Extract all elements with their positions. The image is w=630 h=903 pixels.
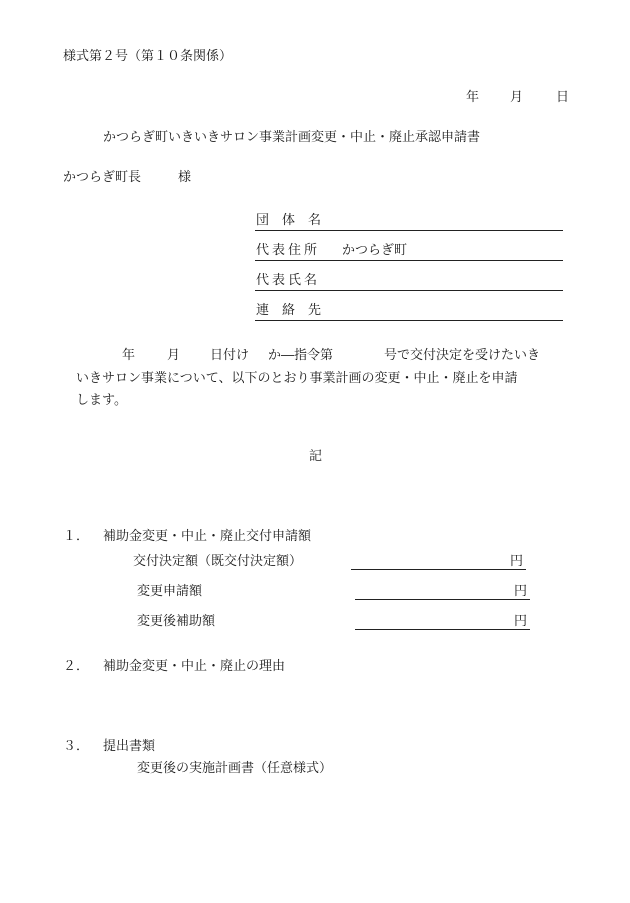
date-day: 日 — [556, 90, 570, 105]
amount-decided-line[interactable] — [351, 569, 526, 570]
date-month: 月 — [510, 90, 524, 105]
contact-line[interactable] — [255, 320, 563, 321]
section-3-number: ３． — [63, 739, 90, 754]
section-3-item: 変更後の実施計画書（任意様式） — [137, 761, 333, 776]
rep-name-line[interactable] — [255, 290, 563, 291]
addressee-name: かつらぎ町長 — [63, 170, 142, 185]
amount-after-change-label: 変更後補助額 — [137, 614, 216, 629]
section-1-title: 補助金変更・中止・廃止交付申請額 — [103, 529, 312, 544]
rep-address-value: かつらぎ町 — [342, 243, 408, 258]
body-year: 年 — [122, 348, 136, 363]
addressee-honorific: 様 — [178, 170, 192, 185]
body-line3: します。 — [76, 393, 127, 408]
section-1-number: １． — [63, 529, 90, 544]
form-number: 様式第２号（第１０条関係） — [63, 49, 233, 64]
body-day: 日付け — [210, 348, 250, 363]
section-3-title: 提出書類 — [103, 739, 156, 754]
org-name-line[interactable] — [255, 230, 563, 231]
body-line1-rest: 号で交付決定を受けたいき — [384, 348, 541, 363]
amount-decided-unit: 円 — [510, 554, 524, 569]
amount-change-request-label: 変更申請額 — [137, 584, 203, 599]
rep-address-label: 代表住所 — [256, 243, 321, 258]
contact-label: 連 絡 先 — [256, 303, 322, 318]
document-title: かつらぎ町いきいきサロン事業計画変更・中止・廃止承認申請書 — [103, 130, 481, 145]
body-month: 月 — [167, 348, 181, 363]
rep-address-line[interactable] — [255, 260, 563, 261]
amount-change-request-line[interactable] — [355, 599, 530, 600]
body-order-prefix: か―指令第 — [268, 348, 334, 363]
body-line2: いきサロン事業について、以下のとおり事業計画の変更・中止・廃止を申請 — [76, 371, 518, 386]
section-2-number: ２． — [63, 659, 90, 674]
org-name-label: 団 体 名 — [256, 213, 322, 228]
rep-name-label: 代表氏名 — [256, 273, 321, 288]
amount-decided-label: 交付決定額（既交付決定額） — [133, 554, 303, 569]
date-year: 年 — [466, 90, 480, 105]
amount-after-change-unit: 円 — [514, 614, 528, 629]
amount-change-request-unit: 円 — [514, 584, 528, 599]
ki-mark: 記 — [309, 449, 323, 464]
section-2-title: 補助金変更・中止・廃止の理由 — [103, 659, 286, 674]
amount-after-change-line[interactable] — [355, 629, 530, 630]
